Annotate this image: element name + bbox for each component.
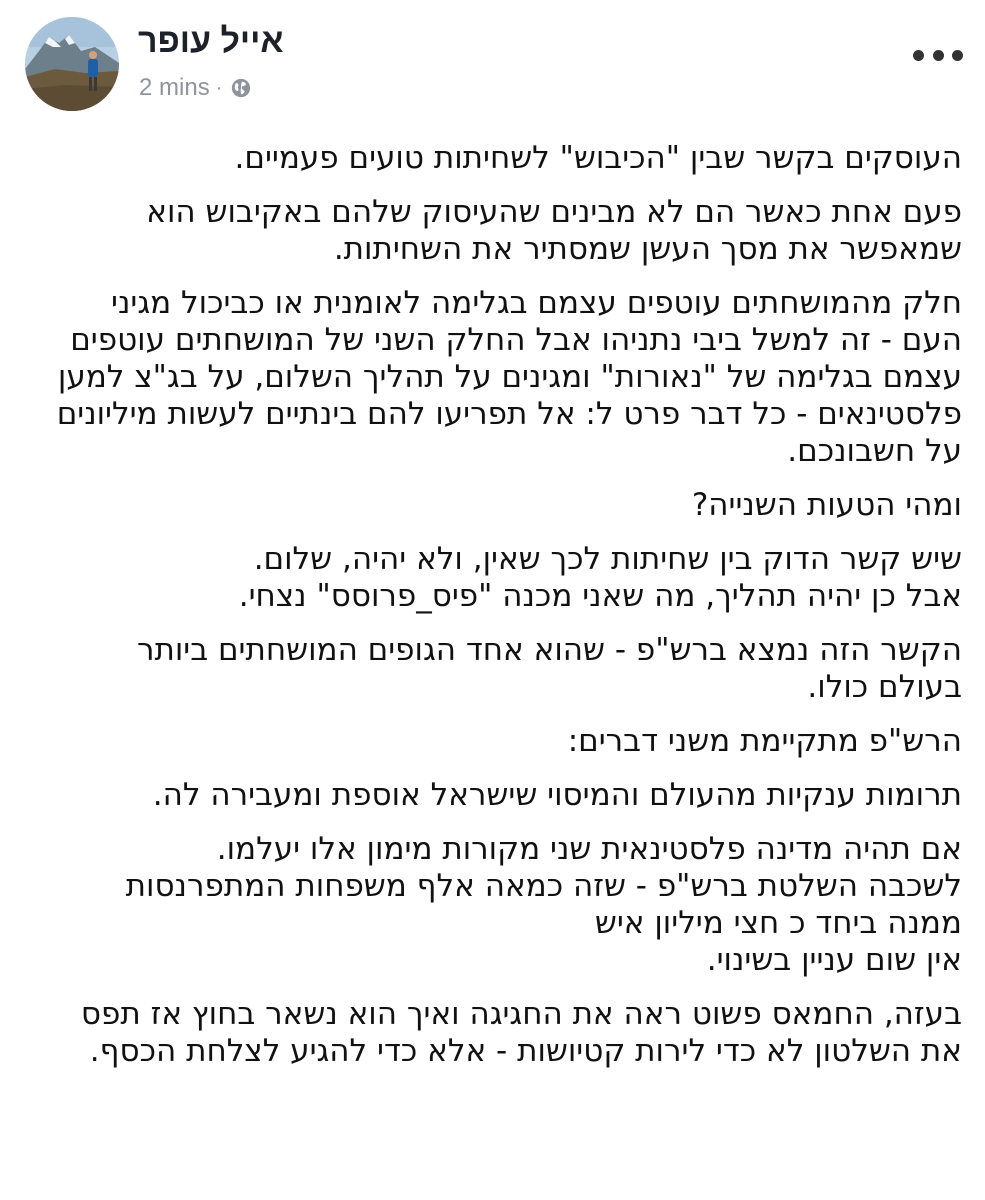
- text-line: העוסקים בקשר שבין "הכיבוש" לשחיתות טועים פעמיים.: [234, 140, 962, 176]
- post-header: [0, 0, 985, 125]
- avatar-photo: [25, 17, 119, 111]
- meta-separator: ·: [215, 76, 223, 99]
- more-dot: [913, 50, 924, 61]
- paragraph: [24, 487, 962, 524]
- text-line: אבל כן יהיה תהליך, מה שאני מכנה "פיס_פרוסס" נצחי.: [238, 578, 962, 614]
- text-line: בעולם כולו.: [807, 669, 962, 705]
- text-line: לשכבה השלטת ברש"פ - שזה כמאה אלף משפחות המתפרנסות: [125, 868, 962, 904]
- paragraph: [24, 777, 962, 814]
- text-line: בעזה, החמאס פשוט ראה את החגיגה ואיך הוא נשאר בחוץ אז תפס: [80, 996, 962, 1032]
- text-line: אם תהיה מדינה פלסטינאית שני מקורות מימון אלו יעלמו.: [216, 831, 962, 867]
- post-body: [24, 140, 962, 1087]
- author-avatar[interactable]: [25, 17, 119, 111]
- text-line: הרש"פ מתקיימת משני דברים:: [567, 723, 962, 759]
- text-line: שמאפשר את מסך העשן שמסתיר את השחיתות.: [333, 231, 962, 267]
- paragraph: [24, 541, 962, 615]
- globe-icon[interactable]: [230, 77, 252, 99]
- paragraph: [24, 831, 962, 979]
- more-options-icon[interactable]: [913, 45, 963, 65]
- text-line: שיש קשר הדוק בין שחיתות לכך שאין, ולא יהיה, שלום.: [253, 541, 962, 577]
- more-dot: [952, 50, 963, 61]
- author-name[interactable]: אייל עופר: [138, 22, 284, 60]
- post-timestamp[interactable]: 2 mins: [139, 74, 210, 101]
- paragraph: [24, 194, 962, 268]
- text-line: הקשר הזה נמצא ברש"פ - שהוא אחד הגופים המושחתים ביותר: [136, 632, 962, 668]
- text-line: חלק מהמושחתים עוטפים עצמם בגלימה לאומנית או כביכול מגיני: [111, 285, 962, 321]
- text-line: העם - זה למשל ביבי נתניהו אבל החלק השני של המושחתים עוטפים: [70, 322, 962, 358]
- text-line: אין שום עניין בשינוי.: [706, 942, 962, 978]
- text-line: עצמם בגלימה של "נאורות" ומגינים על תהליך השלום, על בג"צ למען: [57, 359, 962, 395]
- paragraph: [24, 723, 962, 760]
- text-line: פלסטינאים - כל דבר פרט ל: אל תפריעו להם בינתיים לעשות מיליונים: [56, 396, 962, 432]
- paragraph: [24, 632, 962, 706]
- paragraph: [24, 285, 962, 470]
- paragraph: [24, 140, 962, 177]
- text-line: פעם אחת כאשר הם לא מבינים שהעיסוק שלהם באקיבוש הוא: [146, 194, 962, 230]
- text-line: את השלטון לא כדי לירות קטיושות - אלא כדי להגיע לצלחת הכסף.: [89, 1033, 962, 1069]
- text-line: ומהי הטעות השנייה?: [691, 487, 962, 523]
- text-line: על חשבונכם.: [787, 433, 962, 469]
- text-line: ממנה ביחד כ חצי מיליון איש: [594, 905, 962, 941]
- more-dot: [933, 50, 944, 61]
- text-line: תרומות ענקיות מהעולם והמיסוי שישראל אוספת ומעבירה לה.: [152, 777, 962, 813]
- paragraph: [24, 996, 962, 1070]
- post-meta: [139, 74, 252, 102]
